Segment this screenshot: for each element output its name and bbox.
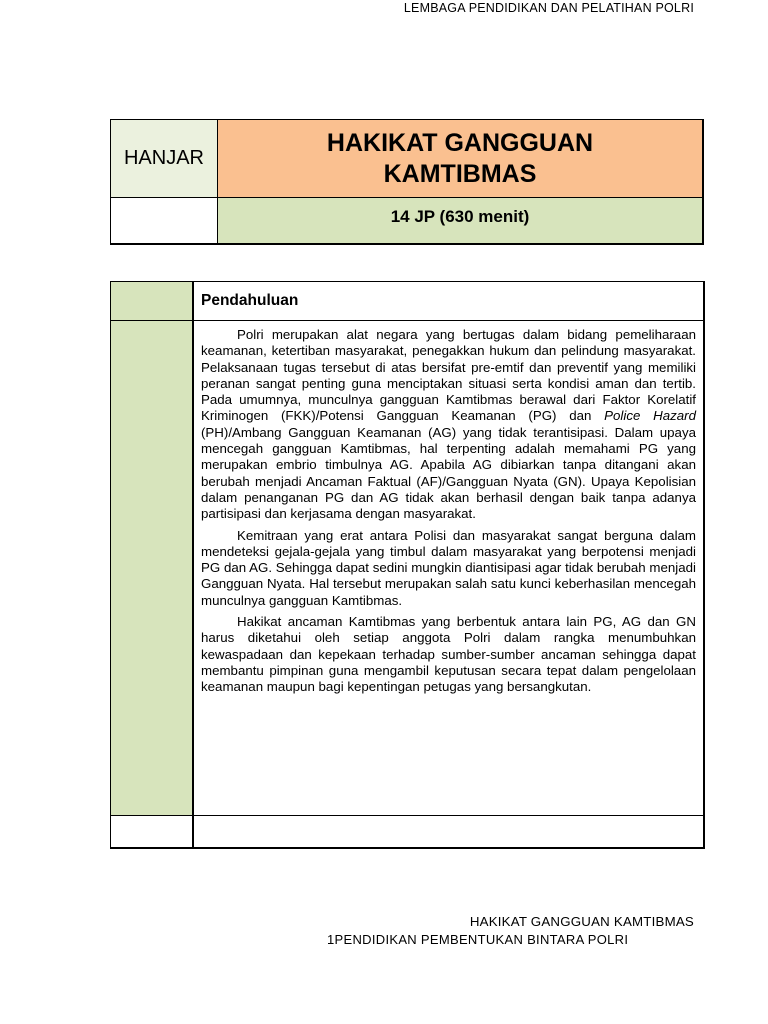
hanjar-label: HANJAR [111, 120, 218, 198]
side-column-cell [111, 321, 194, 816]
title-block-blank-cell [111, 198, 218, 245]
document-title [218, 120, 704, 198]
paragraph-1-italic-term: Police Hazard [604, 408, 696, 424]
footer-program-line [327, 932, 628, 947]
paragraph-2: Kemitraan yang erat antara Polisi dan masyarakat sangat berguna dalam mendeteksi gejala-gejala yang timbul dalam masyarakat yang berpotensi menjadi PG dan AG. Sehingga dapat sedini mungkin diantisipasi agar tidak berubah menjadi Gangguan Nyata. Hal tersebut merupakan salah satu kunci keberhasilan mencegah munculnya gangguan Kamtibmas. [201, 527, 696, 608]
page-header-institution: LEMBAGA PENDIDIKAN DAN PELATIHAN POLRI [403, 1, 694, 15]
footer-program: PENDIDIKAN PEMBENTUKAN BINTARA POLRI [334, 932, 629, 947]
paragraph-1-text-b: (PH)/Ambang Gangguan Keamanan (AG) yang tidak terantisipasi. Dalam upaya mencegah gangguan Kamtibmas, hal terpenting adalah memahami PG yang merupakan embrio timbulnya AG. Apabila AG dibiarkan tanpa ditangani akan berubah menjadi Ancaman Faktual (AF)/Gangguan Nyata (GN). Upaya Kepolisian dalam penanganan PG dan AG tidak akan berhasil dengan baik tanpa adanya partisipasi dan kerjasama dengan masyarakat. [201, 424, 696, 522]
content-footer-cell [193, 816, 704, 849]
section-title: Pendahuluan [193, 282, 704, 321]
duration-label: 14 JP (630 menit) [218, 198, 704, 245]
paragraph-1 [201, 327, 696, 523]
content-block [110, 281, 705, 849]
side-column-footer-cell [111, 816, 194, 849]
document-title-line1: HAKIKAT GANGGUAN [326, 128, 594, 157]
document-title-line2: KAMTIBMAS [383, 159, 537, 188]
section-body [193, 321, 704, 816]
side-column-cell [111, 282, 194, 321]
footer-doc-title: HAKIKAT GANGGUAN KAMTIBMAS [469, 914, 694, 929]
page-number: 1 [327, 932, 335, 947]
paragraph-1-text-a: Polri merupakan alat negara yang bertugas dalam bidang pemeliharaan keamanan, ketertiban masyarakat, penegakkan hukum dan pelindung masyarakat. Pelaksanaan tugas tersebut di atas bersifat pre-emtif dan preventif yang memiliki peranan sangat penting guna menciptakan situasi serta kondisi aman dan tertib. Pada umumnya, munculnya gangguan Kamtibmas berawal dari Faktor Korelatif Kriminogen (FKK)/Potensi Gangguan Keamanan (PG) dan [201, 327, 696, 424]
title-block [110, 119, 704, 245]
paragraph-3: Hakikat ancaman Kamtibmas yang berbentuk antara lain PG, AG dan GN harus diketahui oleh setiap anggota Polri dalam rangka menumbuhkan kewaspadaan dan kepekaan terhadap sumber-sumber ancaman sehingga dapat membantu pimpinan guna mengambil keputusan secara tepat dalam pengelolaan keamanan maupun bagi kepentingan petugas yang bersangkutan. [201, 614, 696, 695]
